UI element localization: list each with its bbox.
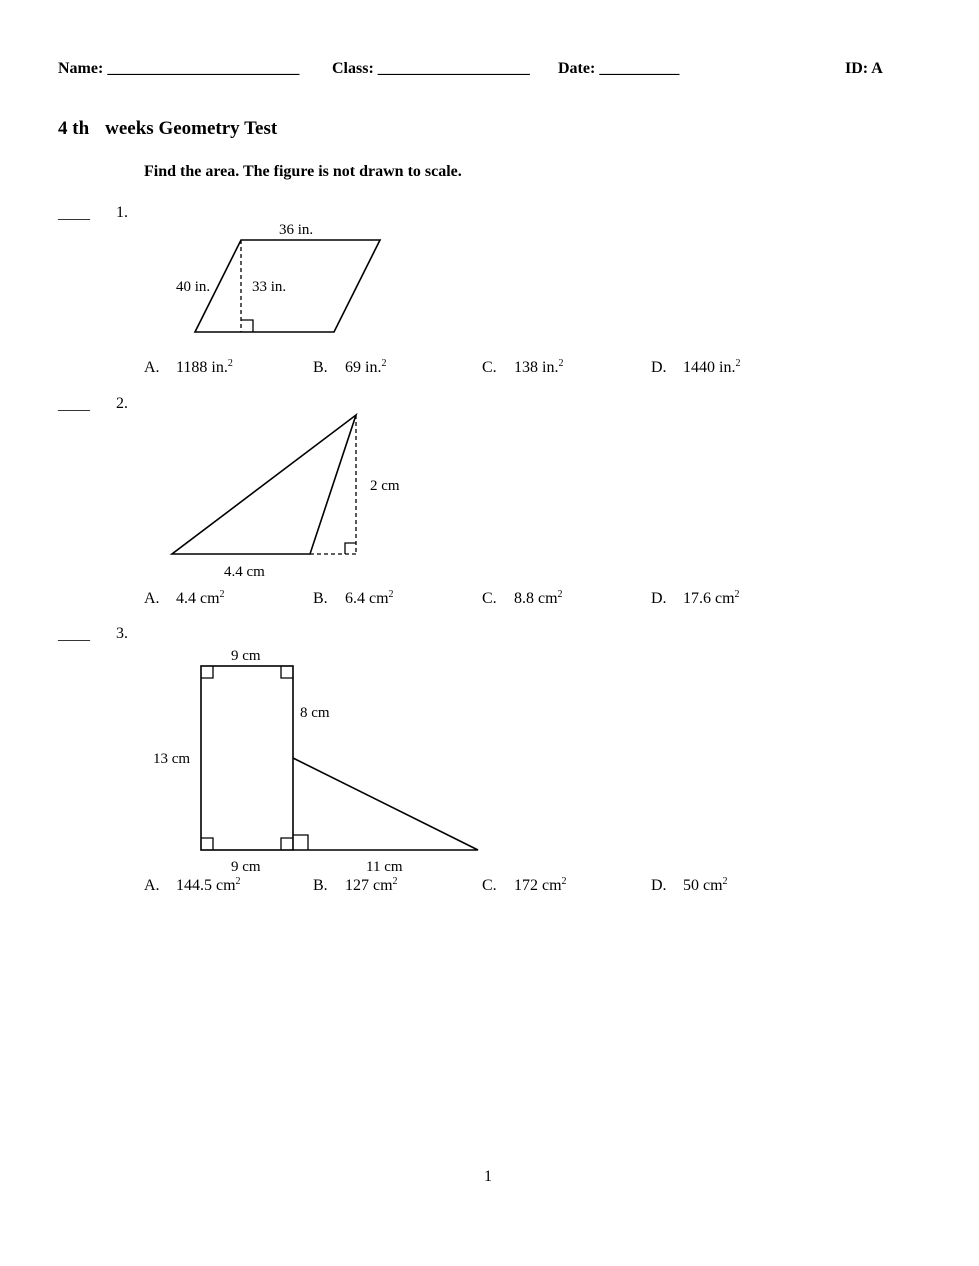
figure-label-top-width: 9 cm bbox=[231, 648, 261, 664]
rectangle-shape bbox=[201, 666, 293, 850]
title-right: weeks Geometry Test bbox=[105, 118, 278, 139]
answer-blank-1[interactable]: ____ bbox=[58, 205, 90, 222]
figure-label-bottom-width: 9 cm bbox=[231, 859, 261, 875]
choice-3a[interactable]: A. 144.5 $cm^2$ bbox=[144, 876, 241, 894]
choice-1b[interactable]: B. 69 in.$^2$ bbox=[313, 358, 387, 376]
name-field-label: Name: ________________________ bbox=[58, 60, 300, 77]
choice-1c[interactable]: C. 138 in.$^2$ bbox=[482, 358, 564, 376]
choice-3d[interactable]: D. 50 $cm^2$ bbox=[651, 876, 728, 894]
date-field-label: Date: __________ bbox=[558, 60, 680, 77]
right-angle-marker-tr bbox=[281, 666, 293, 678]
choice-1d[interactable]: D. 1440 in.$^2$ bbox=[651, 358, 741, 376]
choice-3c[interactable]: C. 172 $cm^2$ bbox=[482, 876, 567, 894]
id-label: ID: A bbox=[845, 60, 883, 77]
right-angle-marker-triangle bbox=[293, 835, 308, 850]
choice-1a[interactable]: A. 1188 in.$^2$ bbox=[144, 358, 233, 376]
figure-label-height: 33 in. bbox=[252, 279, 287, 295]
figure-composite bbox=[145, 640, 495, 880]
question-number-1: 1. bbox=[116, 204, 128, 221]
choice-2d[interactable]: D. 17.6 $cm^2$ bbox=[651, 589, 740, 607]
figure-label-height: 2 cm bbox=[370, 478, 400, 494]
figure-label-base: 4.4 cm bbox=[224, 564, 265, 580]
figure-label-height: 13 cm bbox=[153, 751, 191, 767]
instructions: Find the area. The figure is not drawn to scale. bbox=[144, 163, 462, 180]
page-title bbox=[58, 118, 277, 140]
figure-parallelogram bbox=[160, 212, 400, 342]
answer-blank-2[interactable]: ____ bbox=[58, 396, 90, 413]
right-angle-marker-bl bbox=[201, 838, 213, 850]
right-angle-marker bbox=[241, 320, 253, 332]
class-field-label: Class: ___________________ bbox=[332, 60, 530, 77]
right-angle-marker bbox=[345, 543, 356, 554]
triangle-shape bbox=[293, 758, 478, 850]
choice-2c[interactable]: C. 8.8 $cm^2$ bbox=[482, 589, 563, 607]
figure-label-upper-side: 8 cm bbox=[300, 705, 330, 721]
question-number-2: 2. bbox=[116, 395, 128, 412]
right-angle-marker-tl bbox=[201, 666, 213, 678]
choice-3b[interactable]: B. 127 $cm^2$ bbox=[313, 876, 398, 894]
figure-label-top: 36 in. bbox=[279, 222, 314, 238]
choice-2a[interactable]: A. 4.4 $cm^2$ bbox=[144, 589, 225, 607]
triangle-shape bbox=[172, 415, 356, 554]
choice-2b[interactable]: B. 6.4 $cm^2$ bbox=[313, 589, 394, 607]
title-left: 4 th bbox=[58, 118, 90, 139]
answer-blank-3[interactable]: ____ bbox=[58, 626, 90, 643]
figure-label-triangle-base: 11 cm bbox=[366, 859, 403, 875]
figure-label-side: 40 in. bbox=[176, 279, 211, 295]
figure-triangle bbox=[160, 405, 420, 585]
question-number-3: 3. bbox=[116, 625, 128, 642]
right-angle-marker-br bbox=[281, 838, 293, 850]
parallelogram-shape bbox=[195, 240, 380, 332]
page-number: 1 bbox=[484, 1168, 492, 1185]
